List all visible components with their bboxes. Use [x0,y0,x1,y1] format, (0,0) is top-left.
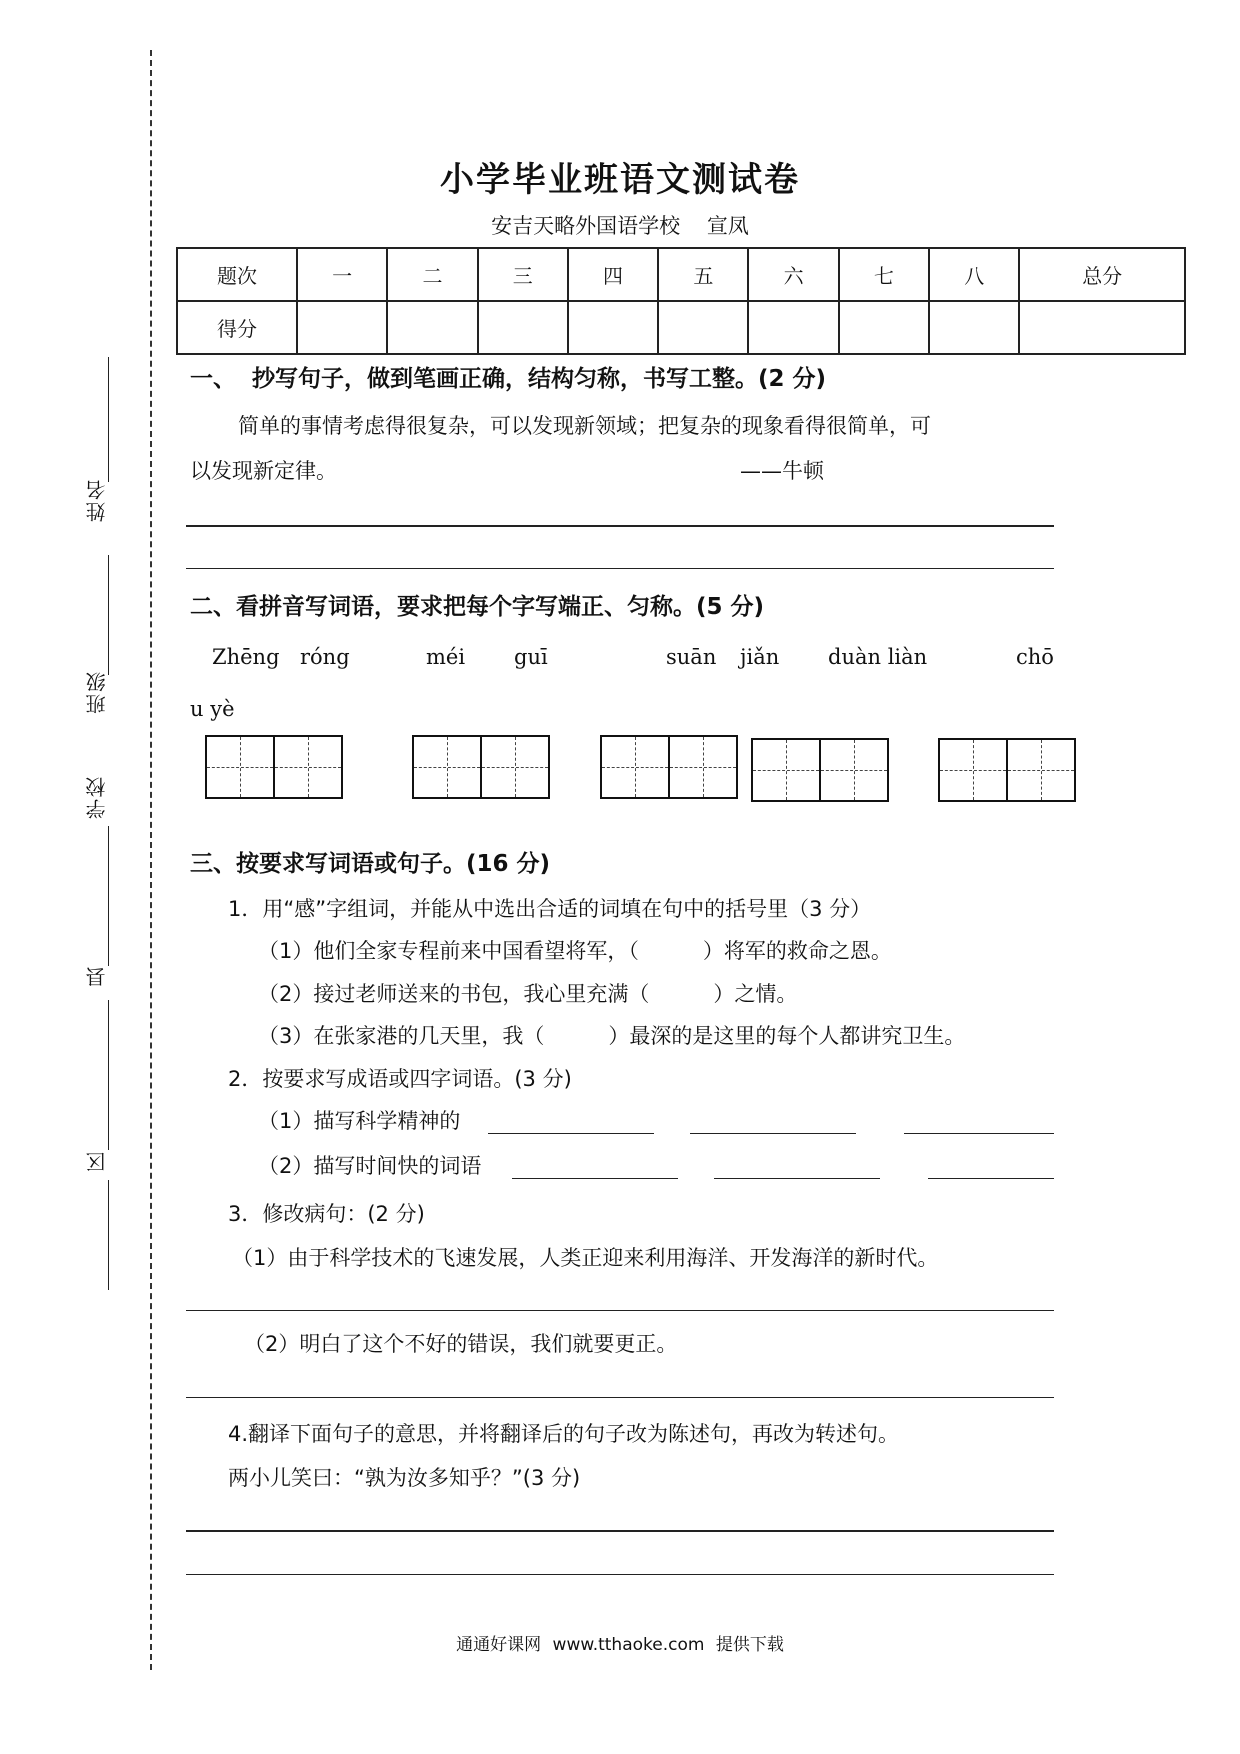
score-input-cell[interactable] [387,301,477,354]
binding-dashed-line [150,50,152,1670]
section1-quote-author: ——牛顿 [740,459,824,483]
score-cell: 六 [748,248,838,301]
q4-classical-sentence: 两小儿笑曰：“孰为汝多知乎？”(3 分) [228,1466,581,1490]
pinyin-label: jiǎn [740,645,780,669]
section1-quote-line1: 简单的事情考虑得很复杂，可以发现新领域；把复杂的现象看得很简单，可 [238,414,931,438]
school-label: 学校 [85,775,109,819]
q3-sentence-1: （1）由于科学技术的飞速发展，人类正迎来利用海洋、开发海洋的新时代。 [232,1246,939,1270]
q3-sentence-2: （2）明白了这个不好的错误，我们就要更正。 [244,1332,678,1356]
grid-cell[interactable] [670,737,736,797]
q2-answer-line[interactable] [512,1178,678,1179]
q2-prompt: 2．按要求写成语或四字词语。(3 分) [228,1067,572,1091]
score-input-cell[interactable] [297,301,387,354]
grid-cell[interactable] [207,737,275,797]
pinyin-label: róng [300,645,350,669]
page-footer: 通通好课网 www.tthaoke.com 提供下载 [456,1635,784,1655]
section1-answer-line[interactable] [186,525,1054,527]
q2-item-1: （1）描写科学精神的 [258,1109,461,1133]
pinyin-label: méi [426,645,466,669]
pinyin-label: suān [666,645,717,669]
q1-sentence-3 [258,1020,965,1050]
q2-answer-line[interactable] [488,1133,654,1134]
pinyin-label: duàn liàn [828,645,928,669]
q1-prompt: 1．用“感”字组词，并能从中选出合适的词填在句中的括号里（3 分） [228,897,872,921]
grid-cell[interactable] [275,737,341,797]
class-blank [108,555,109,675]
character-writing-grid[interactable] [205,735,343,799]
q2-item-2: （2）描写时间快的词语 [258,1154,482,1178]
school-blank [108,826,109,966]
pinyin-label: chō [1016,645,1054,669]
grid-cell[interactable] [482,737,548,797]
grid-cell[interactable] [753,740,821,800]
name-label: 姓名 [85,478,109,522]
section1-heading: 一、 抄写句子，做到笔画正确，结构匀称，书写工整。(2 分) [190,366,827,392]
section1-quote-line2: 以发现新定律。 [190,459,337,483]
score-input-cell[interactable] [929,301,1019,354]
name-blank [108,357,109,482]
q1-sentence-2-start: （2）接过老师送来的书包，我心里充满（ [258,982,650,1006]
score-input-cell[interactable] [658,301,748,354]
character-writing-grid[interactable] [938,738,1076,802]
score-input-cell[interactable] [478,301,568,354]
q2-answer-line[interactable] [714,1178,880,1179]
q4-answer-line[interactable] [186,1530,1054,1532]
q3-prompt: 3．修改病句：(2 分) [228,1202,425,1226]
q3-answer-line[interactable] [186,1310,1054,1311]
score-input-cell[interactable] [748,301,838,354]
section2-heading: 二、看拼音写词语，要求把每个字写端正、匀称。(5 分) [190,594,765,620]
q1-sentence-3-end: ）最深的是这里的每个人都讲究卫生。 [608,1024,966,1048]
q4-prompt: 4.翻译下面句子的意思，并将翻译后的句子改为陈述句，再改为转述句。 [228,1422,900,1446]
q1-sentence-1 [258,935,892,965]
q2-answer-line[interactable] [928,1178,1054,1179]
score-cell: 二 [387,248,477,301]
score-input-cell[interactable] [1019,301,1185,354]
score-table-score-row [177,301,1185,354]
q4-answer-line[interactable] [186,1574,1054,1575]
q1-sentence-2 [258,978,797,1008]
pinyin-label: guī [514,645,548,669]
q2-answer-line[interactable] [904,1133,1054,1134]
score-cell: 五 [658,248,748,301]
county-label: 县 [85,965,109,987]
score-input-cell[interactable] [839,301,929,354]
q1-sentence-1-start: （1）他们全家专程前来中国看望将军，（ [258,939,639,963]
county-blank [108,1000,109,1150]
score-cell: 总分 [1019,248,1185,301]
score-cell: 七 [839,248,929,301]
character-writing-grid[interactable] [600,735,738,799]
district-blank [108,1180,109,1290]
section1-answer-line[interactable] [186,568,1054,569]
pinyin-label: Zhēng [212,645,280,669]
grid-cell[interactable] [414,737,482,797]
grid-cell[interactable] [602,737,670,797]
class-label: 班级 [85,670,109,714]
score-row-label: 得分 [177,301,297,354]
q1-sentence-3-start: （3）在张家港的几天里，我（ [258,1024,545,1048]
score-table-header-row [177,248,1185,301]
grid-cell[interactable] [940,740,1008,800]
district-label: 区 [85,1150,109,1172]
score-cell: 四 [568,248,658,301]
q1-sentence-1-end: ）将军的救命之恩。 [702,939,892,963]
q1-sentence-2-end: ）之情。 [713,982,798,1006]
q3-answer-line[interactable] [186,1397,1054,1398]
score-input-cell[interactable] [568,301,658,354]
score-table [176,247,1186,355]
character-writing-grid[interactable] [412,735,550,799]
score-cell: 一 [297,248,387,301]
q2-answer-line[interactable] [690,1133,856,1134]
character-writing-grid[interactable] [751,738,889,802]
score-cell: 三 [478,248,568,301]
page-title: 小学毕业班语文测试卷 [440,160,800,200]
score-cell: 八 [929,248,1019,301]
page-subtitle: 安吉天略外国语学校 宣凤 [491,214,749,238]
grid-cell[interactable] [1008,740,1074,800]
section3-heading: 三、按要求写词语或句子。(16 分) [190,851,551,877]
pinyin-label: u yè [190,697,235,721]
grid-cell[interactable] [821,740,887,800]
score-cell: 题次 [177,248,297,301]
